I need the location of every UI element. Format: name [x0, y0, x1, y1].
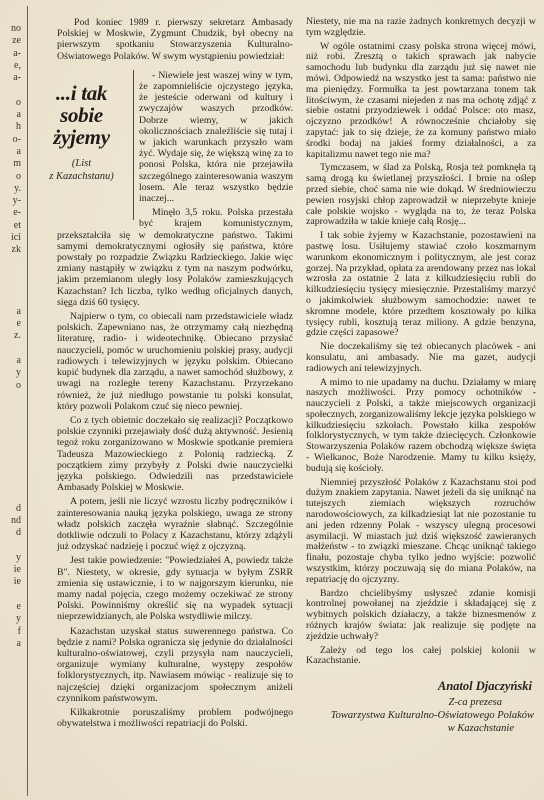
cut-column-fragment — [0, 441, 21, 453]
article-paragraph: W ogóle ostatnimi czasy polska strona więcej mówi, niż robi. Zresztą o takich sprawach jak nabycie samochodu lub budynku dla zarządu już się nawet nie mówi. Odpowiedź na wszystko jest ta sama: państwo nie ma pieniędzy. Formułka ta jest powtarzana tonem tak litościwym, że czasami niejeden z nas ma ochotę zdjąć z siebie ostatni przyodziewek i oddać Polsce: oto masz, ojczyzno przodków! A równocześnie chciałoby się zapytać: jak to się dzieje, że za komuny państwo miało środki bodaj na jakieś formy działalności, a za kapitalizmu nawet tego nie ma? — [306, 40, 536, 160]
article-paragraph: Pod koniec 1989 r. pierwszy sekretarz Ambasady Polskiej w Moskwie, Zygmunt Chudzik, był obecny na pierwszym spotkaniu Stowarzyszenia Kulturalno-Oświatowego Polaków. W swym wystąpieniu powiedział: — [57, 17, 293, 62]
cut-column-fragment: a — [16, 145, 21, 157]
cut-column-fragment — [0, 539, 21, 551]
article-column-left — [30, 17, 293, 729]
article-paragraph: - Niewiele jest waszej winy w tym, że zapomnieliście ojczystego języka, że jesteście oderwani od kultury i zwyczajów waszych przodków. Dobrze wiemy, w jakich okolicznościach znaleźliście się tutaj i w jakich warunkach przyszło wam żyć. Wydaje się, że większą winę za to ponosi Polska, która nie przejawiła szczególnego zainteresowania waszym losem. Ale teraz wszystko będzie inaczej... — [139, 69, 293, 205]
cut-column-fragment: et — [13, 219, 21, 231]
cut-column-fragment: zk — [11, 244, 21, 256]
cut-column-fragment: m — [13, 158, 21, 170]
cut-column-fragment: h — [16, 121, 21, 133]
cut-column-fragment — [0, 257, 21, 269]
pull-quote-line: sobie — [60, 102, 103, 127]
cut-column-fragment — [0, 84, 21, 96]
pull-quote-line: żyjemy — [53, 124, 110, 149]
article-paragraph: Tymczasem, w ślad za Polską, Rosja też pomknęła tą samą drogą ku świetlanej przyszłości. I brnie na oślep przed siebie, choć sama nie wie dokąd. W średniowieczu pewien rosyjski chłop zaprowadził w nieprzebyte knieje całe polskie wojsko - wygląda na to, że teraz Polska zaprowadziła w takie knieje całą Rosję... — [306, 162, 536, 228]
cut-column-fragment: y — [16, 613, 21, 625]
article-paragraph: Niestety, nie ma na razie żadnych konkretnych decyzji w tym względzie. — [306, 16, 536, 38]
cut-column-fragment: ze — [12, 35, 21, 47]
cut-column-fragment — [0, 478, 21, 490]
author-name: Anatol Djaczyński — [437, 679, 532, 694]
cut-column-fragment — [0, 269, 21, 281]
author-title-line: Towarzystwa Kulturalno-Oświatowego Polaków — [330, 710, 534, 722]
cut-column-fragment: e — [16, 600, 21, 612]
author-title-line: w Kazachstanie — [447, 723, 514, 735]
cut-column-fragment: a — [16, 355, 21, 367]
article-paragraph: Bardzo chcielibyśmy usłyszeć zdanie komisji kontrolnej powołanej na zjeździe i składającej się z wybitnych polskich działaczy, a także biznesmenów z różnych krajów świata: jak realizuje się podjęte na zjeździe uchwały? — [306, 587, 536, 642]
cut-column-fragment: y- — [12, 195, 21, 207]
article-paragraph: Minęło 3,5 roku. Polska przestała być krajem komunistycznym, przekształciła się w demokratyczne państwo. Takimi samymi demokratycznymi ogłosiły się państwa, które powstały po rozpadzie Związku Radzieckiego. Jakie więc zmiany nastąpiły w związku z tym na naszym podwórku, jakim przemianom uległy losy Polaków zamieszkujących Kazachstan? Ich liczba, tylko według oficjalnych danych, sięga dziś 60 tysięcy. — [57, 207, 293, 308]
pull-quote-source: z Kazachstanu) — [49, 170, 114, 182]
cut-column-fragment: d — [16, 502, 21, 514]
article-paragraph: I tak sobie żyjemy w Kazachstanie, pozostawieni na pastwę losu. Usiłujemy stawiać czoło koszmarnym warunkom ekonomicznym i politycznym, ale jest coraz gorzej. Na przykład, opłata za arendowany przez nas lokal wzrosła za ostatnie 2 lata z kilkudziesięciu rubli do kilkudziesięciu tysięcy miesięcznie. Przestaliśmy marzyć o jakimkolwiek służbowym samochodzie: nawet te skromne modele, które przedtem kosztowały po kilka tysięcy rubli, kosztują teraz miliony. A gdzie benzyna, gdzie części zapasowe? — [306, 230, 536, 339]
article-paragraph: Kazachstan uzyskał status suwerennego państwa. Co będzie z nami? Polska ogranicza się jedynie do działalności kulturalno-oświatowej, czyli przysyła nam nauczycieli, organizuje wymiany kulturalne, występy zespołów folklorystycznych, itp. Nawiasem mówiąc - realizuje się to najczęściej dzięki organizacjom społecznym aniżeli czynnikom państwowym. — [57, 625, 293, 704]
article-paragraph: A mimo to nie upadamy na duchu. Działamy w miarę naszych możliwości. Przy pomocy ochotników - nauczycieli z Polski, a także miejscowych organizacji społecznych, zorganizowaliśmy lekcje języka polskiego w kilkudziesięciu szkołach. Powstało kilka zespołów folklorystycznych, w tym także dziecięcych. Członkowie Stowarzyszenia Polaków razem obchodzą większe święta - Wielkanoc, Boże Narodzenie. Mamy tu kilku księży, budują się kościoły. — [306, 376, 536, 474]
cut-column-fragment — [0, 294, 21, 306]
cut-column-fragment: a- — [13, 72, 21, 84]
cut-column-fragment: f — [17, 625, 21, 637]
cut-column-fragment: o- — [12, 133, 21, 145]
cut-column-fragment: a — [16, 305, 21, 317]
cut-column-fragment: o — [16, 379, 21, 391]
article-paragraph: Niemniej przyszłość Polaków z Kazachstanu stoi pod dużym znakiem zapytania. Nawet jeżeli da się uniknąć na tutejszych ziemiach większych rozruchów narodowościowych, za kilkadziesiąt lat nie pozostanie tu ani jeden rdzenny Polak - wszyscy ulegną procesowi asymilacji. W miastach już dziś większość zawieranych małżeństw - to związki mieszane. Chcąc uniknąć takiego finału, pozostaje chyba tylko jedno wyjście: pozwolić wszystkim, którzy poczuwają się do miana Polaków, na repatriację do ojczyzny. — [306, 476, 536, 585]
article-paragraph: Nie doczekaliśmy się też obiecanych placówek - ani konsulatu, ani ambasady. Nie ma gazet, audycji radiowych ani telewizyjnych. — [306, 341, 536, 374]
cut-column-fragment: e, — [14, 59, 21, 71]
cut-column-fragment — [0, 343, 21, 355]
cut-column-fragment: e- — [13, 207, 21, 219]
author-signature — [306, 679, 536, 735]
cut-column-fragment: e — [16, 318, 21, 330]
cut-column-fragment: ici — [11, 232, 21, 244]
cut-column-fragment: no — [11, 23, 21, 34]
cut-column-fragment: ie — [13, 576, 21, 588]
cut-column-fragment: a- — [13, 47, 21, 59]
article-paragraph: Najpierw o tym, co obiecali nam przedstawiciele władz polskich. Zapewniano nas, że otrzymamy całą niezbędną literaturę, radio- i wideotechnikę. Obiecano przysłać nauczycieli, pomóc w uruchomieniu polskiej prasy, audycji radiowych i telewizyjnych w języku polskim. Obiecano kupić budynek dla zarządu, a nawet samochód służbowy, z uwagi na rozległe tereny Kazachstanu. Przyrzekano również, że już niedługo powstanie tu polski konsulat, który pozwoli Polakom czuć się nieco pewniej. — [57, 311, 293, 412]
cut-column-fragment: a — [16, 109, 21, 121]
column-rule — [27, 6, 28, 796]
cut-column-fragment: a — [16, 637, 21, 649]
cut-column-fragment — [0, 490, 21, 502]
article-paragraph: Co z tych obietnic doczekało się realizacji? Początkowo polskie czynniki przejawiały dość dużą aktywność. Jesienią tegoż roku zorganizowano w Moskwie spotkanie premiera Tadeusza Mazowieckiego z Polonią radziecką. Z początkiem zimy przybyły z Polski dwie nauczycielki języka polskiego. Odwiedzili nas przedstawiciele Ambasady Polskiej w Moskwie. — [57, 414, 293, 494]
cut-column-fragment — [0, 429, 21, 441]
cut-column-fragment: z. — [14, 330, 21, 342]
cut-column-fragment: nd — [11, 514, 21, 526]
cut-column-fragment — [0, 417, 21, 429]
article-paragraph: A potem, jeśli nie liczyć wzrostu liczby podręczników i zainteresowania nauką języka polskiego, uwaga ze strony władz polskich zaczęła wyraźnie słabnąć. Szczególnie dotkliwie odczuli to Polacy z Kazachstanu, którzy zdążyli już odzyskać nadzieję i poczuć więź z ojczyzną. — [57, 496, 293, 553]
pull-quote — [30, 70, 134, 220]
cut-column-fragment — [0, 466, 21, 478]
cut-column-fragment: o — [16, 170, 21, 182]
pull-quote-line: ...i tak — [55, 80, 108, 105]
cut-column-fragment — [0, 453, 21, 465]
author-title-line: Z-ca prezesa — [448, 697, 502, 709]
cut-column-fragment: o — [16, 96, 21, 108]
cut-column-fragment — [0, 404, 21, 416]
article-paragraph: Jest takie powiedzenie: "Powiedziałeś A, powiedz także B". Niestety, w okresie, gdy sytuacja w byłym ZSRR zmienia się ustawicznie, i to w najgorszym kierunku, nie mamy nadal pojęcia, czego możemy oczekiwać ze strony Polski. Powinniśmy określić się na wypadek sytuacji nieprzewidzianych, ale Polska wstydliwie milczy. — [57, 555, 293, 623]
cut-column-fragment: y — [16, 367, 21, 379]
article-paragraph: Kilkakrotnie poruszaliśmy problem podwójnego obywatelstwa i możliwości repatriacji do Polski. — [57, 706, 293, 730]
cut-column-fragment: y. — [14, 182, 21, 194]
article-column-right — [306, 17, 536, 735]
article-paragraph: Zależy od tego los całej polskiej kolonii w Kazachstanie. — [306, 644, 536, 667]
cut-column-fragment: y — [16, 551, 21, 563]
cut-column-fragment — [0, 392, 21, 404]
cut-column-fragment — [0, 589, 21, 601]
cut-column-fragment: ie — [13, 564, 21, 576]
pull-quote-source: (List — [71, 157, 92, 169]
cut-column-fragment — [0, 281, 21, 293]
previous-column-strip — [0, 23, 21, 650]
cut-column-fragment: d — [16, 527, 21, 539]
